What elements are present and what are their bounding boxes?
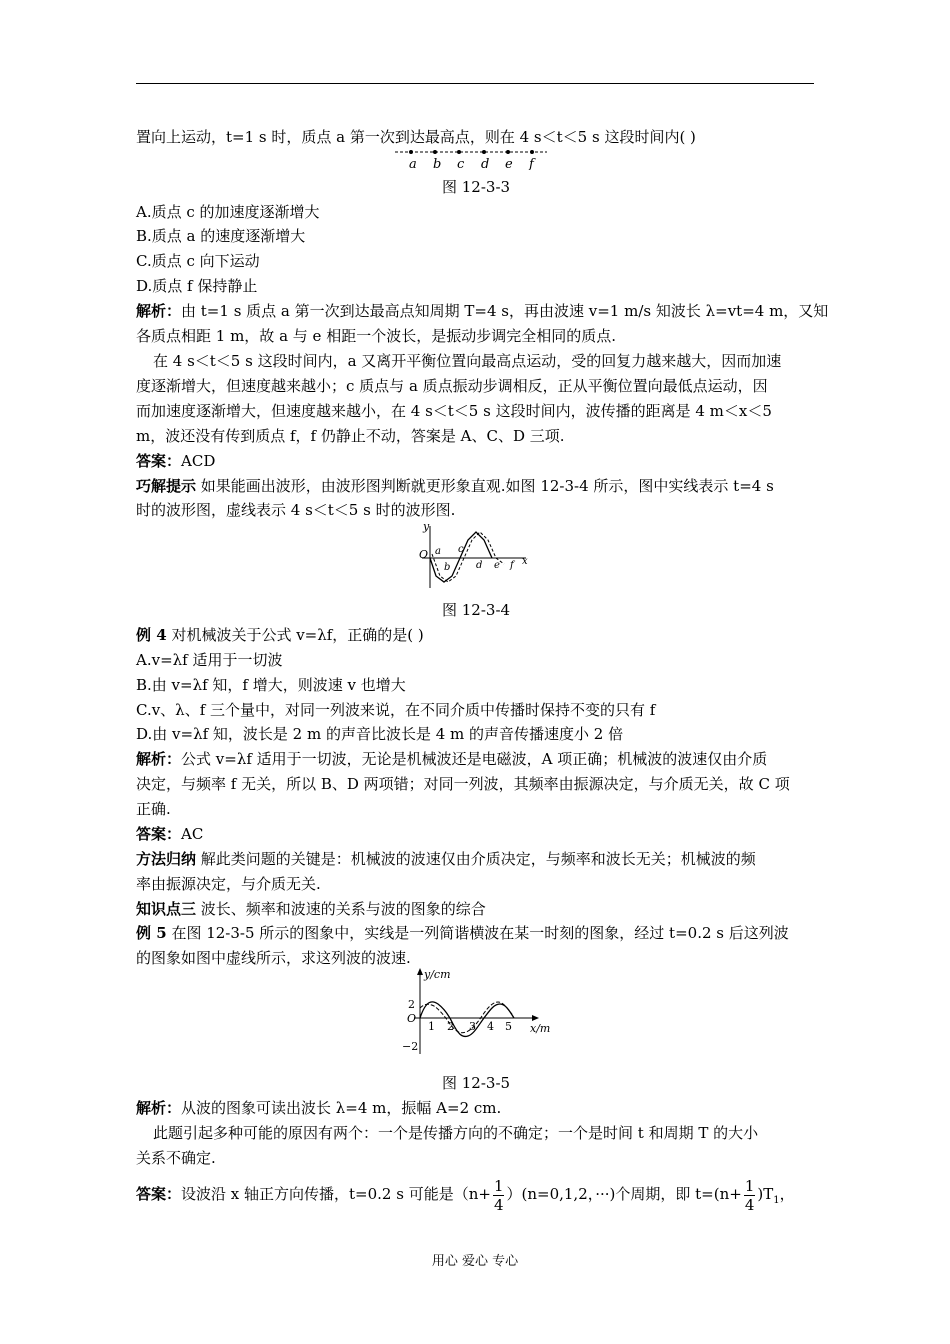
text-line: 关系不确定.	[136, 1149, 216, 1167]
label-o: O	[419, 548, 429, 561]
analysis-line	[136, 1098, 816, 1118]
answer-label: 答案：	[136, 1185, 182, 1203]
text-line: m，波还没有传到质点 f，f 仍静止不动，答案是 A、C、D 三项.	[136, 427, 565, 445]
tick-1: 1	[428, 1020, 435, 1033]
tick-minus2: −2	[402, 1040, 419, 1053]
label-f: f	[510, 560, 514, 571]
method-label: 方法归纳	[136, 850, 197, 868]
text-line: 决定，与频率 f 无关，所以 B、D 两项错；对同一列波，其频率由振源决定，与介质无关，故 C 项	[136, 775, 790, 793]
option-c: C.v、λ、f 三个量中，对同一列波来说，在不同介质中传播时保持不变的只有 f	[136, 701, 656, 719]
label-c: c	[458, 544, 464, 555]
option-d: D.由 v=λf 知，波长是 2 m 的声音比波长是 4 m 的声音传播速度小 2 倍	[136, 725, 624, 743]
point-d	[482, 150, 486, 154]
label-x: x/m	[530, 1022, 551, 1035]
label-e: e	[494, 560, 500, 571]
label-o: O	[407, 1012, 417, 1025]
knowledge-point-label: 知识点三	[136, 900, 197, 918]
fraction-numerator: 1	[493, 1176, 504, 1195]
text-line: 而加速度逐渐增大，但速度越来越小，在 4 s＜t＜5 s 这段时间内，波传播的距离是 4 m＜x＜5	[136, 402, 772, 420]
example-line	[136, 923, 816, 943]
method-line	[136, 849, 816, 869]
tick-4: 4	[487, 1020, 494, 1033]
text-line: 的图象如图中虚线所示，求这列波的波速.	[136, 949, 411, 967]
label-d: d	[481, 157, 490, 170]
tip-line	[136, 476, 816, 496]
text-line: 各质点相距 1 m，故 a 与 e 相距一个波长，是振动步调完全相同的质点.	[136, 327, 616, 345]
x-arrow	[532, 1015, 539, 1021]
answer-line	[136, 824, 816, 844]
answer-text-1: 设波沿 x 轴正方向传播，t=0.2 s 可能是（n+	[181, 1185, 491, 1203]
method-text: 解此类问题的关键是：机械波的波速仅由介质决定，与频率和波长无关；机械波的频	[196, 850, 756, 868]
analysis-label: 解析：	[136, 302, 182, 320]
fraction-one-quarter	[744, 1177, 756, 1214]
label-e: e	[505, 157, 513, 170]
option-b: B.由 v=λf 知，f 增大，则波速 v 也增大	[136, 676, 406, 694]
example-label: 例 4	[136, 626, 167, 644]
point-b	[433, 150, 437, 154]
option-c: C.质点 c 向下运动	[136, 252, 260, 270]
fraction-one-quarter	[493, 1177, 505, 1214]
point-e	[506, 150, 510, 154]
tick-5: 5	[505, 1020, 512, 1033]
label-y: y	[423, 520, 430, 533]
header-rule	[136, 83, 814, 84]
answer-text: ACD	[181, 452, 216, 470]
example-text: 在图 12-3-5 所示的图象中，实线是一列简谐横波在某一时刻的图象，经过 t=0.2 s 后这列波	[166, 924, 789, 942]
answer-label: 答案：	[136, 825, 182, 843]
tip-label: 巧解提示	[136, 477, 197, 495]
page-footer: 用心 爱心 专心	[431, 1254, 519, 1269]
answer-text-3: )T	[757, 1185, 774, 1203]
y-arrow	[417, 968, 423, 975]
label-x: x	[522, 556, 528, 567]
tick-2x: 2	[447, 1020, 454, 1033]
figure-caption: 图 12-3-4	[442, 601, 511, 619]
figure-12-3-3	[395, 144, 555, 170]
text-line: 此题引起多种可能的原因有两个：一个是传播方向的不确定；一个是时间 t 和周期 T 的大小	[153, 1124, 759, 1142]
label-d: d	[476, 560, 483, 571]
figure-12-3-4	[418, 520, 536, 592]
analysis-label: 解析：	[136, 1099, 182, 1117]
text-line: 置向上运动，t=1 s 时，质点 a 第一次到达最高点，则在 4 s＜t＜5 s 这段时间内( )	[136, 128, 696, 146]
point-f	[530, 150, 534, 154]
option-a: A.质点 c 的加速度逐渐增大	[136, 203, 320, 221]
text-line: 在 4 s＜t＜5 s 这段时间内，a 又离开平衡位置向最高点运动，受的回复力越来越大，因而加速	[153, 352, 782, 370]
label-a: a	[409, 157, 417, 170]
example-line	[136, 625, 816, 645]
label-y: y/cm	[424, 968, 451, 981]
option-b: B.质点 a 的速度逐渐增大	[136, 227, 306, 245]
subscript: 1	[773, 1195, 780, 1206]
knowledge-point-text: 波长、频率和波速的关系与波的图象的综合	[196, 900, 486, 918]
answer-line	[136, 1172, 816, 1216]
analysis-text: 从波的图象可读出波长 λ=4 m，振幅 A=2 cm.	[181, 1099, 502, 1117]
answer-label: 答案：	[136, 452, 182, 470]
fraction-numerator: 1	[744, 1176, 755, 1195]
figure-12-3-5	[396, 966, 556, 1058]
label-c: c	[457, 157, 465, 170]
analysis-label: 解析：	[136, 750, 182, 768]
label-f: f	[529, 157, 534, 170]
answer-line	[136, 451, 816, 471]
text-line: 正确.	[136, 800, 171, 818]
figure-caption: 图 12-3-3	[442, 178, 511, 196]
analysis-line	[136, 301, 829, 321]
answer-text-2: ）(n=0,1,2，···)个周期，即 t=(n+	[506, 1185, 742, 1203]
text-line: 率由振源决定，与介质无关.	[136, 875, 321, 893]
knowledge-point-line	[136, 899, 816, 919]
text-line: 度逐渐增大，但速度越来越小；c 质点与 a 质点振动步调相反，正从平衡位置向最低点运动，因	[136, 377, 768, 395]
tick-2: 2	[408, 998, 415, 1011]
fraction-denominator: 4	[744, 1195, 755, 1214]
label-a: a	[435, 546, 441, 557]
answer-text: AC	[181, 825, 204, 843]
point-a	[409, 150, 413, 154]
figure-caption: 图 12-3-5	[442, 1074, 511, 1092]
analysis-text: 由 t=1 s 质点 a 第一次到达最高点知周期 T=4 s，再由波速 v=1 m/s 知波长 λ=vt=4 m，又知	[181, 302, 829, 320]
fraction-denominator: 4	[493, 1195, 504, 1214]
label-b: b	[433, 157, 442, 170]
option-a: A.v=λf 适用于一切波	[136, 651, 283, 669]
option-d: D.质点 f 保持静止	[136, 277, 258, 295]
tick-3: 3	[469, 1020, 476, 1033]
text-line: 时的波形图，虚线表示 4 s＜t＜5 s 时的波形图.	[136, 501, 456, 519]
label-b: b	[444, 562, 451, 573]
analysis-text: 公式 v=λf 适用于一切波，无论是机械波还是电磁波，A 项正确；机械波的波速仅由介质	[181, 750, 768, 768]
analysis-line	[136, 749, 816, 769]
example-text: 对机械波关于公式 v=λf，正确的是( )	[166, 626, 424, 644]
tip-text: 如果能画出波形，由波形图判断就更形象直观.如图 12-3-4 所示，图中实线表示 t=4 s	[196, 477, 774, 495]
point-c	[457, 150, 461, 154]
example-label: 例 5	[136, 924, 167, 942]
answer-text-4: ，	[779, 1185, 795, 1203]
